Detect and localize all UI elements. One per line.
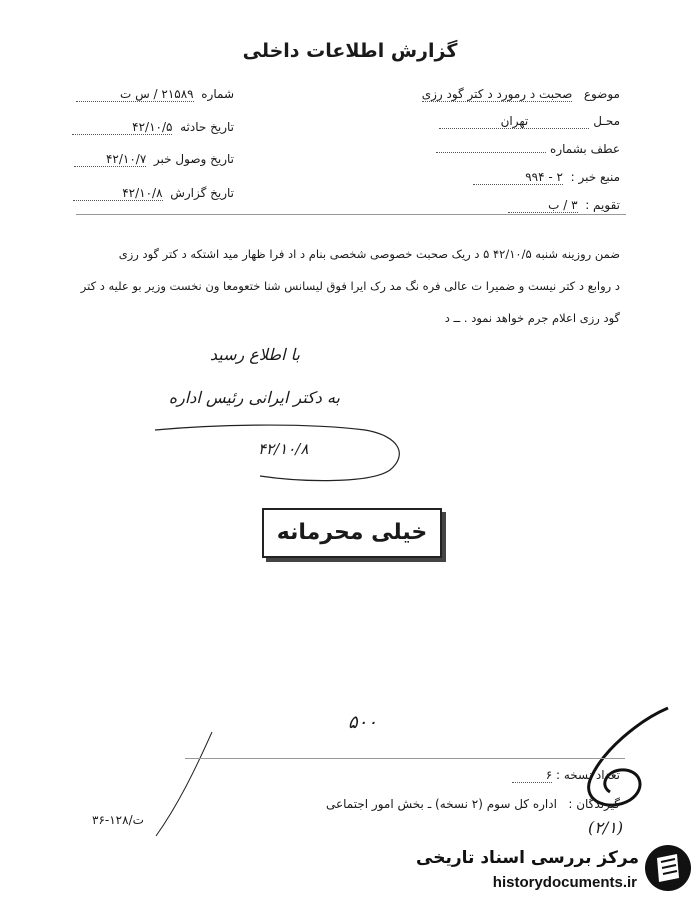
pen-stroke bbox=[150, 730, 220, 840]
location-label: محـل bbox=[593, 114, 620, 128]
source-field bbox=[473, 170, 620, 185]
number-field bbox=[76, 87, 234, 102]
incident-date-label: تاریخ حادثه bbox=[180, 120, 234, 134]
incident-date-value: ۴۲/۱۰/۵ bbox=[72, 120, 172, 135]
annotation-line-1: با اطلاع رسید bbox=[209, 345, 300, 364]
rating-value: ۳ / ب bbox=[508, 198, 578, 213]
recipients-label: گیرندگان : bbox=[568, 797, 620, 811]
reference-field bbox=[436, 142, 620, 156]
source-label: منبع خبر : bbox=[570, 170, 620, 184]
subject-value: صحبت د رمورد د کتر گود رزی bbox=[421, 87, 573, 101]
body-line-2: د روابع د کتر نیست و ضمیرا ت عالی فره نگ مد رک ایرا فوق لیسانس شنا ختعومعا ون نخست وزیر بو علیه د کتر bbox=[80, 279, 620, 293]
form-code: ت/۱۲۸-۳۶ bbox=[92, 813, 144, 827]
body-line-3: گود رزی اعلام جرم خواهد نمود . ــ د bbox=[444, 311, 620, 325]
reference-label: عطف بشماره bbox=[550, 142, 620, 156]
recipients-field bbox=[326, 797, 620, 811]
classification-stamp: خیلی محرمانه bbox=[262, 508, 442, 558]
location-value: تهران bbox=[439, 114, 589, 129]
footer-divider bbox=[185, 758, 625, 759]
annotation-underline-stroke bbox=[150, 400, 410, 490]
annotation-line-2: به دکتر ایرانی رئیس اداره bbox=[168, 388, 340, 407]
body-line-1: ضمن روزینه شنبه ۴۲/۱۰/۵ ۵ د ریک صحبت خصوصی شخصی بنام د اد فرا ظهار مید اشتکه د کتر گود رزی bbox=[118, 247, 620, 261]
header-divider bbox=[76, 214, 626, 215]
receipt-date-label: تاریخ وصول خبر bbox=[153, 152, 234, 166]
copies-value: ۶ bbox=[512, 768, 552, 783]
report-date-value: ۴۲/۱۰/۸ bbox=[73, 186, 163, 201]
number-label: شماره bbox=[201, 87, 234, 101]
watermark-name: مرکز بررسی اسناد تاریخی bbox=[416, 848, 639, 868]
report-date-field bbox=[73, 186, 234, 201]
incident-date-field bbox=[72, 120, 234, 135]
document-title: گزارش اطلاعات داخلی bbox=[242, 40, 458, 62]
annotation-date: ۴۲/۱۰/۸ bbox=[258, 440, 309, 458]
reference-value bbox=[436, 152, 546, 153]
number-value: ۲۱۵۸۹ / س ت bbox=[76, 87, 194, 102]
receipt-date-field bbox=[74, 152, 234, 167]
receipt-date-value: ۴۲/۱۰/۷ bbox=[74, 152, 146, 167]
handwritten-number: ۵۰۰ bbox=[348, 712, 378, 733]
watermark-url: historydocuments.ir bbox=[492, 874, 637, 891]
recipients-value: اداره کل سوم (۲ نسخه) ـ بخش امور اجتماعی bbox=[325, 797, 557, 811]
subject-label: موضوع bbox=[583, 87, 620, 101]
watermark-logo-icon bbox=[643, 842, 693, 894]
subject-field bbox=[422, 87, 620, 102]
watermark bbox=[400, 838, 695, 898]
rating-label: تقویم : bbox=[585, 198, 620, 212]
report-date-label: تاریخ گزارش bbox=[170, 186, 234, 200]
source-value: ۲ - ۹۹۴ bbox=[473, 170, 563, 185]
copies-label: تعداد نسخه : bbox=[555, 768, 620, 782]
copies-field bbox=[512, 768, 620, 783]
location-field bbox=[439, 114, 620, 129]
corner-mark: (۲/۱) bbox=[588, 818, 624, 837]
rating-field bbox=[508, 198, 620, 213]
